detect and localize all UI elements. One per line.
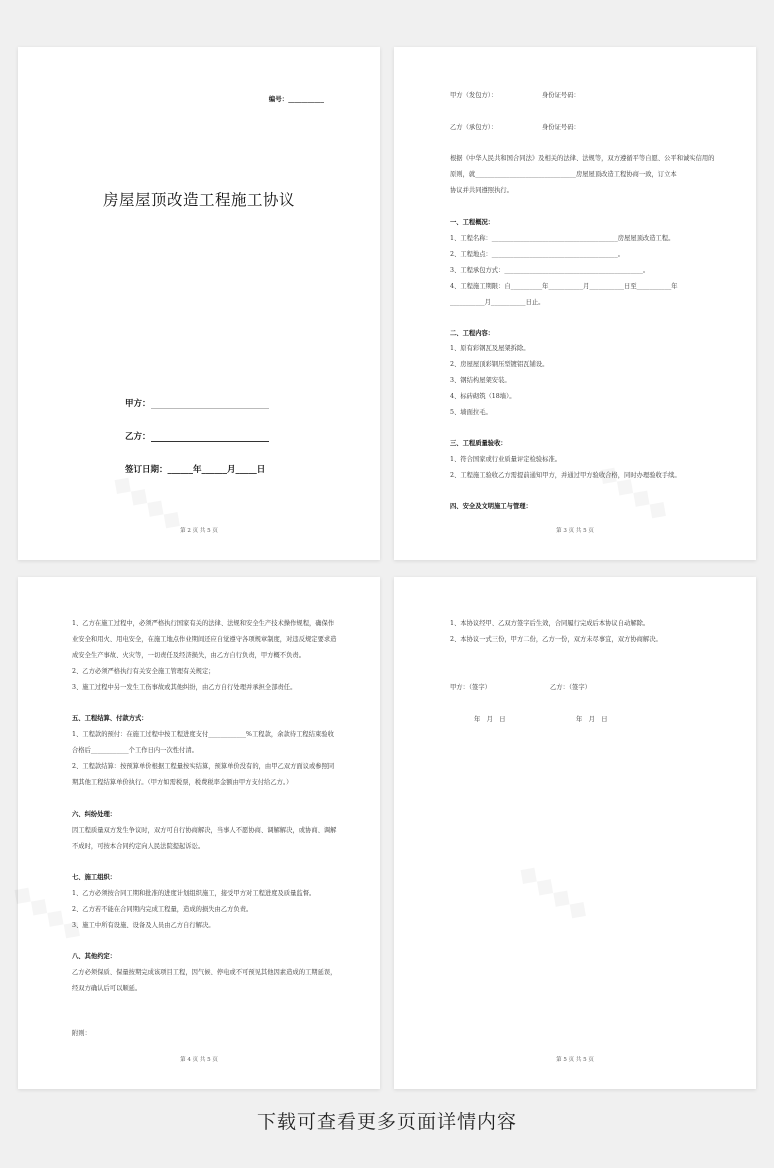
document-title: 房屋屋顶改造工程施工协议 [103, 191, 296, 209]
paragraph-line: 1、工程款的预付：在施工过程中按工程进度支付____________%工程款，余款待工程结束验收 [72, 731, 334, 738]
signature-date-b: 年 月 日 [576, 716, 608, 723]
watermark [513, 857, 596, 927]
paragraph-line: 3、施工过程中另一发生工伤事故或其他纠纷，由乙方自行处理并承担全部责任。 [72, 684, 297, 691]
party-b-label: 乙方： [125, 432, 151, 442]
document-page-5 [394, 577, 756, 1089]
party-a-label: 甲方： [125, 399, 151, 409]
document-page-4 [18, 577, 380, 1089]
paragraph-line: 1、乙方在施工过程中，必须严格执行国家有关的法律、法规和安全生产技术操作规程，确保作 [72, 620, 335, 627]
party-a-field [125, 397, 269, 409]
signature-date-a: 年 月 日 [474, 716, 506, 723]
download-caption: 下载可查看更多页面详情内容 [256, 1111, 517, 1133]
list-item: 3、工程承包方式：____________________________________________。 [450, 267, 650, 274]
paragraph-line: 因工程质量双方发生争议时，双方可自行协商解决，当事人不愿协商、调解解决，或协商、调解 [72, 827, 337, 834]
contract-number-label: 编号：___________ [268, 95, 324, 103]
section-heading: 一、工程概况： [450, 219, 495, 226]
party-a-id: 身份证号码： [542, 92, 580, 99]
party-a-line: 甲方（发包方）： [450, 92, 498, 99]
list-item: 1、原有彩钢瓦及屋架拆除。 [450, 345, 530, 352]
document-page-cover [18, 47, 380, 560]
intro-text: 协议并共同遵照执行。 [450, 187, 513, 194]
section-heading: 三、工程质量验收： [450, 440, 507, 447]
page-footer: 第 4 页 共 5 页 [180, 1057, 218, 1063]
paragraph-line: 乙方必须保质、保量按期完成该项目工程，因气候、停电或不可预见其他因素造成的工期延误， [72, 969, 337, 976]
list-item: 5、墙面拉毛。 [450, 409, 492, 416]
party-a-line [151, 399, 269, 409]
party-b-id: 身份证号码： [542, 124, 580, 131]
document-page-3 [394, 47, 756, 560]
attachment-label: 附则： [72, 1030, 91, 1037]
list-item: 3、钢结构屋架安装。 [450, 377, 511, 384]
section-heading: 六、纠纷处理： [72, 811, 117, 818]
list-item: 2、工程施工验收乙方需提前通知甲方，并通过甲方验收合格，同时办理验收手续。 [450, 472, 681, 479]
section-heading: 七、施工组织： [72, 874, 117, 881]
list-item: 1、工程名称：________________________________________房屋屋顶改造工程。 [450, 235, 675, 242]
paragraph-line: 合格后____________个工作日内一次性付清。 [72, 747, 198, 754]
section-heading: 五、工程结算、付款方式： [72, 715, 148, 722]
intro-text: 根据《中华人民共和国合同法》及相关的法律、法规等，双方遵循平等自愿、公平和诚实信用的 [450, 155, 715, 162]
list-item: 4、工程施工期限：自__________年___________月___________日至___________年 [450, 283, 678, 290]
list-item: 4、标砖砌筑（18墙）。 [450, 393, 516, 400]
paragraph-line: 期其他工程结算单价执行。（甲方如需税票，税费税率金额由甲方支付给乙方。） [72, 779, 293, 786]
sign-date-field: 签订日期：______年______月_____日 [125, 465, 266, 475]
list-item: 2、房屋屋顶彩钢压型镀铝瓦铺设。 [450, 361, 549, 368]
party-b-field [125, 430, 269, 442]
signature-party-a: 甲方：（签字） [450, 684, 491, 691]
paragraph-line: 成安全生产事故、火灾等，一切责任及经济损失，由乙方自行负责，甲方概不负责。 [72, 652, 305, 659]
party-b-line [151, 432, 269, 442]
paragraph-line: 业安全和用火、用电安全，在施工地点作业期间还应自觉遵守各项规章制度，对违反规定要求造 [72, 636, 337, 643]
watermark [593, 457, 676, 527]
page-footer: 第 2 页 共 5 页 [180, 528, 218, 534]
paragraph-line: 3、施工中所有设施、设备及人员由乙方自行解决。 [72, 922, 215, 929]
paragraph-line: 经双方确认后可以顺延。 [72, 985, 142, 992]
paragraph-line: 2、乙方必须严格执行有关安全施工管理有关规定； [72, 668, 215, 675]
paragraph-line: 1、本协议经甲、乙双方签字后生效，合同履行完成后本协议自动解除。 [450, 620, 650, 627]
section-heading: 四、安全及文明施工与管理： [450, 503, 532, 510]
list-item: 1、符合国家或行业质量评定检验标准。 [450, 456, 562, 463]
page-footer: 第 5 页 共 5 页 [556, 1057, 594, 1063]
list-item: 2、工程地点：________________________________________。 [450, 251, 625, 258]
paragraph-line: 2、乙方若不能在合同期内完成工程量，造成的损失由乙方负责。 [72, 906, 253, 913]
section-heading: 八、其他约定： [72, 953, 117, 960]
paragraph-line: 1、乙方必须按合同工期和批准的进度计划组织施工，接受甲方对工程进度及质量监督。 [72, 890, 316, 897]
intro-text: 原则，就________________________________房屋屋顶改造工程协商一致，订立本 [450, 171, 677, 178]
page-footer: 第 3 页 共 5 页 [556, 528, 594, 534]
paragraph-line: 2、本协议一式三份，甲方二份，乙方一份，双方未尽事宜，双方协商解决。 [450, 636, 662, 643]
signature-party-b: 乙方：（签字） [550, 684, 591, 691]
section-heading: 二、工程内容： [450, 330, 495, 337]
paragraph-line: 2、工程款结算：按预算单价根据工程量按实结算，预算单价没有的，由甲乙双方面议或参照同 [72, 763, 335, 770]
list-item: ___________月___________日止。 [450, 299, 545, 306]
paragraph-line: 不成时，可按本合同约定向人民法院提起诉讼。 [72, 843, 205, 850]
party-b-line: 乙方（承包方）： [450, 124, 498, 131]
